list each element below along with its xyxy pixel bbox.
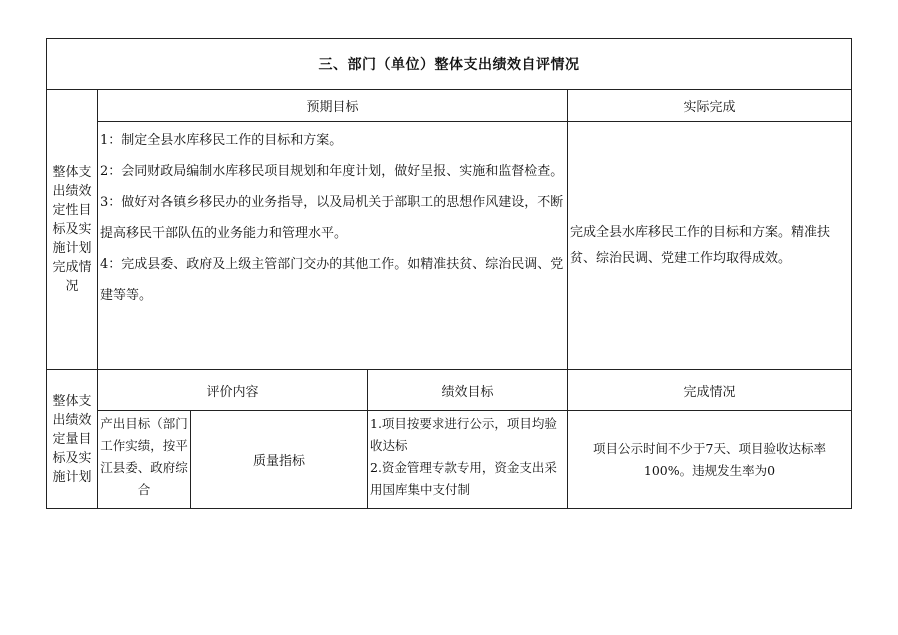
header-evaluation-content: 评价内容 bbox=[206, 384, 259, 400]
expected-goal-item: 1：制定全县水库移民工作的目标和方案。 bbox=[100, 133, 343, 148]
quantitative-side-label: 整体支出绩效定量目标及实施计划 bbox=[52, 393, 92, 485]
expected-goals-list bbox=[100, 125, 565, 367]
output-target-label: 产出目标（部门工作实绩，按平江县委、政府综合 bbox=[100, 416, 188, 497]
performance-target-text: 1.项目按要求进行公示，项目均验收达标 2.资金管理专款专用，资金支出采用国库集中支付制 bbox=[370, 416, 557, 497]
header-expected-goal: 预期目标 bbox=[306, 99, 359, 115]
expected-goal-item: 2：会同财政局编制水库移民项目规划和年度计划，做好呈报、实施和监督检查。 bbox=[100, 164, 564, 179]
divider bbox=[567, 89, 568, 369]
header-actual-completion: 实际完成 bbox=[683, 99, 736, 115]
section-title: 三、部门（单位）整体支出绩效自评情况 bbox=[318, 57, 580, 73]
header-performance-target: 绩效目标 bbox=[441, 384, 494, 400]
expected-goal-item: 4：完成县委、政府及上级主管部门交办的其他工作。如精准扶贫、综治民调、党建等等。 bbox=[100, 257, 564, 303]
divider bbox=[97, 121, 851, 122]
divider bbox=[97, 89, 98, 508]
evaluation-table bbox=[46, 38, 852, 509]
expected-goal-item: 3：做好对各镇乡移民办的业务指导，以及局机关于部职工的思想作风建设，不断提高移民干部队伍的业务能力和管理水平。 bbox=[100, 195, 564, 241]
qualitative-side-label: 整体支出绩效定性目标及实施计划完成情况 bbox=[52, 164, 92, 294]
quality-indicator-label: 质量指标 bbox=[252, 454, 305, 469]
completion-status-text: 项目公示时间不少于7天、项目验收达标率100%。违规发生率为0 bbox=[593, 440, 826, 478]
header-completion-status: 完成情况 bbox=[683, 384, 736, 400]
actual-result-text: 完成全县水库移民工作的目标和方案。精准扶贫、综治民调、党建工作均取得成效。 bbox=[570, 225, 831, 266]
